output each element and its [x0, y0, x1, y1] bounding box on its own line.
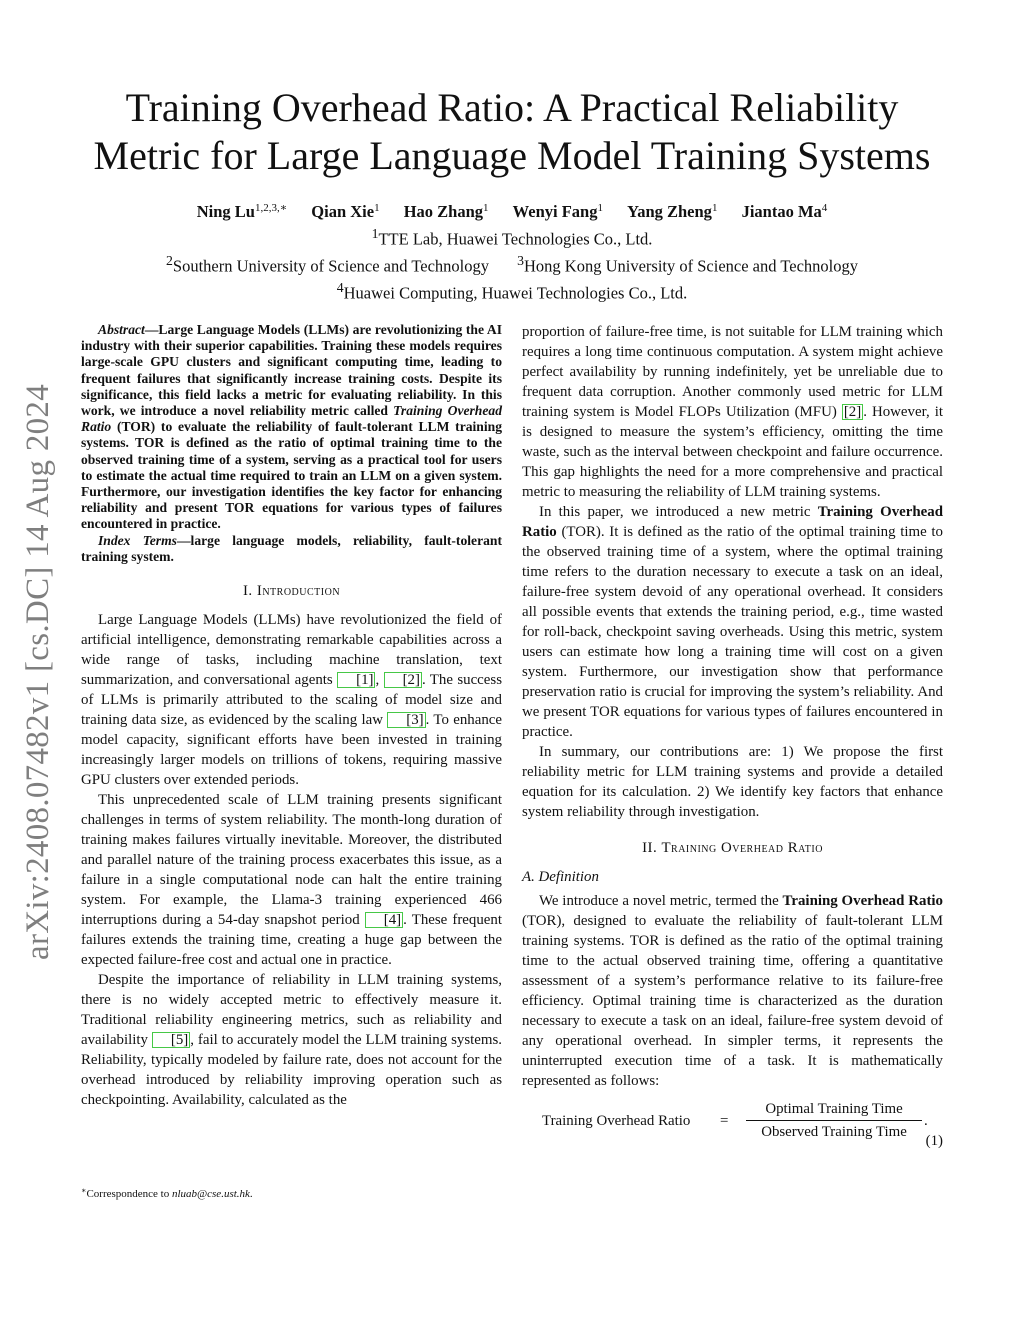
title-line-1: Training Overhead Ratio: A Practical Reliability — [125, 85, 899, 130]
paragraph-text: . To enhance model capacity, significant efforts have been invested in training increasingly larger models on trillions of tokens, requiring massive GPU clusters over extended periods. — [81, 712, 502, 789]
author-affiliation-mark: 1 — [711, 202, 718, 214]
paragraph-text: proportion of failure-free time, is not suitable for LLM training which requires a long time continuous computation. A system might achieve perfect availability by running indefinitely, yet be unreliable due to frequent data corruption. Another commonly used metric for LLM training system is Model FLOPs Utilization (MFU) — [522, 324, 943, 420]
intro-paragraph — [81, 610, 502, 790]
citation-link[interactable]: [2] — [843, 404, 862, 420]
citation-link[interactable]: [3] — [387, 712, 425, 728]
citation-link[interactable]: [4] — [365, 912, 403, 928]
paragraph-text: . These frequent failures extends the training time, creating a huge gap between the expected failure-free cost and actual one in practice. — [81, 912, 502, 969]
abstract-label: Abstract — [98, 322, 145, 337]
citation-link[interactable]: [2] — [384, 672, 422, 688]
equation-period: . — [924, 1113, 928, 1129]
author-name: Yang Zheng — [627, 202, 712, 221]
author-affiliation-mark: 1 — [597, 202, 603, 214]
abstract-text: (TOR) to evaluate the reliability of fault-tolerant LLM training systems. TOR is defined as the ratio of optimal training time to the observed training time of a system, serving as a practical tool for users to estimate the actual time required to train an LLM on a given system. Furthermore, our investigation identifies the key factor for enhancing reliability and present TOR equations for various types of failures encountered in practice. — [81, 419, 502, 532]
right-column — [522, 322, 943, 1147]
paragraph-text: This unprecedented scale of LLM training presents significant challenges in terms of system reliability. The month-long duration of training makes failures virtually inevitable. Moreover, the distributed and parallel nature of the training process exacerbates this issue, as a failure in a single computational node can halt the entire training system. For example, the Llama-3 training experienced 466 interruptions during a 54-day snapshot period — [81, 792, 502, 929]
subsection-heading: A. Definition — [522, 869, 599, 885]
intro-paragraph — [81, 970, 502, 1110]
author — [513, 201, 603, 223]
intro-paragraph — [522, 502, 943, 742]
index-terms-label: Index Terms — [98, 532, 177, 548]
affiliation-list — [40, 223, 984, 304]
paragraph-text: Despite the importance of reliability in LLM training systems, there is no widely accepted metric to effectively measure it. Traditional reliability engineering metrics, such as reliability and availability — [81, 972, 502, 1049]
author — [404, 201, 489, 223]
left-column — [81, 322, 502, 1110]
section-title: Training Overhead Ratio — [661, 840, 823, 856]
author-affiliation-mark: 1,2,3,∗ — [254, 202, 288, 214]
author-name: Jiantao Ma — [741, 202, 822, 221]
paragraph-text: (TOR). It is defined as the ratio of the optimal training time to the observed training time of a system, where the optimal training time refers to the duration necessary to execute a task on an ideal, failure-free system devoid of any operational overhead. It considers all possible events that extends the training period, e.g., time wasted for roll-back, checkpoint saving overheads. Using this metric, system users can estimate how long a training time will cost on a given system. Furthermore, our investigation show that performance preservation ratio is crucial for improving the system’s reliability. And we present TOR equations for various types of failures encountered in practice. — [522, 524, 943, 740]
footnote-end: . — [249, 1188, 253, 1200]
paragraph-text: , — [375, 672, 384, 689]
affiliation-mark: 3 — [517, 253, 524, 268]
equation-numerator: Optimal Training Time — [746, 1099, 922, 1121]
equation-denominator: Observed Training Time — [761, 1124, 907, 1140]
paragraph-text: . The success of LLMs is primarily attributed to the scaling of model size and training data size, as evidenced by the scaling law — [81, 672, 502, 729]
affiliation-text: Hong Kong University of Science and Technology — [524, 256, 858, 276]
bold-term: Training Overhead Ratio — [782, 893, 943, 909]
affiliation-mark: 4 — [336, 280, 344, 295]
arxiv-identifier: arXiv:2408.07482v1 [cs.DC] 14 Aug 2024 — [20, 383, 56, 960]
intro-paragraph — [81, 790, 502, 970]
footnote — [81, 1187, 502, 1201]
author-affiliation-mark: 1 — [483, 202, 489, 214]
abstract-paragraph — [81, 322, 502, 533]
author-list — [40, 201, 984, 223]
abstract — [81, 322, 502, 565]
affiliation — [517, 250, 858, 277]
section-number: I. — [242, 583, 257, 600]
author — [311, 201, 379, 223]
section-heading-introduction — [81, 581, 502, 601]
affiliation-text: Southern University of Science and Technology — [172, 256, 489, 276]
index-terms-text: large language models, reliability, fault-tolerant training system. — [81, 532, 502, 564]
footnote-text: Correspondence to — [86, 1188, 172, 1200]
abstract-dash: — — [144, 322, 159, 337]
paragraph-text: We introduce a novel metric, termed the — [539, 893, 783, 909]
footnote-marker: ∗ — [81, 1186, 87, 1195]
section-title: Introduction — [256, 583, 341, 600]
author-affiliation-mark: 4 — [821, 202, 828, 214]
equation-lhs: Training Overhead Ratio — [542, 1113, 691, 1129]
index-terms-dash: — — [176, 532, 191, 548]
author — [627, 201, 717, 223]
title-line-2: Metric for Large Language Model Training Systems — [93, 133, 931, 178]
paragraph-text: In this paper, we introduced a new metric — [539, 504, 818, 520]
author-name: Ning Lu — [196, 202, 255, 221]
affiliation — [40, 223, 984, 250]
affiliation-mark: 2 — [166, 253, 173, 268]
paragraph-text: , fail to accurately model the LLM training systems. Reliability, typically modeled by failure rate, does not account for the overhead introduced by reliability improving operation such as checkpointing. Availability, calculated as the — [81, 1032, 502, 1109]
citation-link[interactable]: [5] — [152, 1032, 190, 1048]
abstract-text: Large Language Models (LLMs) are revolutionizing the AI industry with their superior capabilities. Training these models requires large-scale GPU clusters and significant computing time, leading to frequent failures that significantly increase training costs. Despite its significance, this field lacks a metric for evaluating reliability. In this work, we introduce a novel reliability metric called — [81, 322, 502, 419]
abstract-term: Training Overhead Ratio — [81, 403, 502, 435]
paragraph-text: . However, it is designed to measure the system’s efficiency, omitting the time waste, such as the interval between checkpoint and failure occurrence. This gap highlights the need for a more comprehensive and practical metric to measuring the reliability of LLM training systems. — [522, 404, 943, 500]
definition-paragraph — [522, 891, 943, 1091]
correspondence-email[interactable]: nluab@cse.ust.hk — [171, 1188, 250, 1200]
equation-number: (1) — [925, 1133, 943, 1149]
equation-fraction — [746, 1099, 922, 1142]
affiliation — [40, 277, 984, 304]
equation-equals: = — [720, 1113, 729, 1129]
author-affiliation-mark: 1 — [374, 202, 380, 214]
affiliation-text: Huawei Computing, Huawei Technologies Co., Ltd. — [343, 283, 688, 303]
index-terms — [81, 533, 502, 565]
author-name: Hao Zhang — [403, 202, 484, 221]
affiliation-row — [40, 250, 984, 277]
author — [197, 201, 287, 223]
equation-1 — [522, 1099, 943, 1147]
author — [742, 201, 828, 223]
section-heading-tor — [522, 838, 943, 858]
affiliation — [166, 250, 489, 277]
author-name: Wenyi Fang — [512, 202, 598, 221]
section-number: II. — [642, 840, 662, 856]
citation-link[interactable]: [1] — [337, 672, 375, 688]
paragraph-text: Large Language Models (LLMs) have revolutionized the field of artificial intelligence, demonstrating remarkable capabilities across a wide range of tasks, including machine translation, text summarization, and conversational agents — [81, 612, 502, 689]
affiliation-mark: 1 — [371, 226, 379, 241]
paper-title — [40, 84, 984, 180]
intro-paragraph — [522, 322, 943, 502]
author-name: Qian Xie — [311, 202, 375, 221]
affiliation-text: TTE Lab, Huawei Technologies Co., Ltd. — [378, 229, 653, 249]
bold-term: Training Overhead Ratio — [522, 504, 944, 540]
intro-paragraph: In summary, our contributions are: 1) We propose the first reliability metric for LLM training systems and provide a detailed equation for its calculation. 2) We identify key factors that enhance system reliability through investigation. — [522, 744, 943, 820]
paragraph-text: (TOR), designed to evaluate the reliability of fault-tolerant LLM training systems. TOR is defined as the ratio of the optimal training time to the actual observed training time, offering a quantitative assessment of a system’s performance relative to its failure-free efficiency. Optimal training time is characterized as the duration necessary to execute a task on an ideal, failure-free system devoid of any operational overhead. In simpler terms, it represents the uninterrupted execution time of a task. It is mathematically represented as follows: — [522, 913, 943, 1089]
